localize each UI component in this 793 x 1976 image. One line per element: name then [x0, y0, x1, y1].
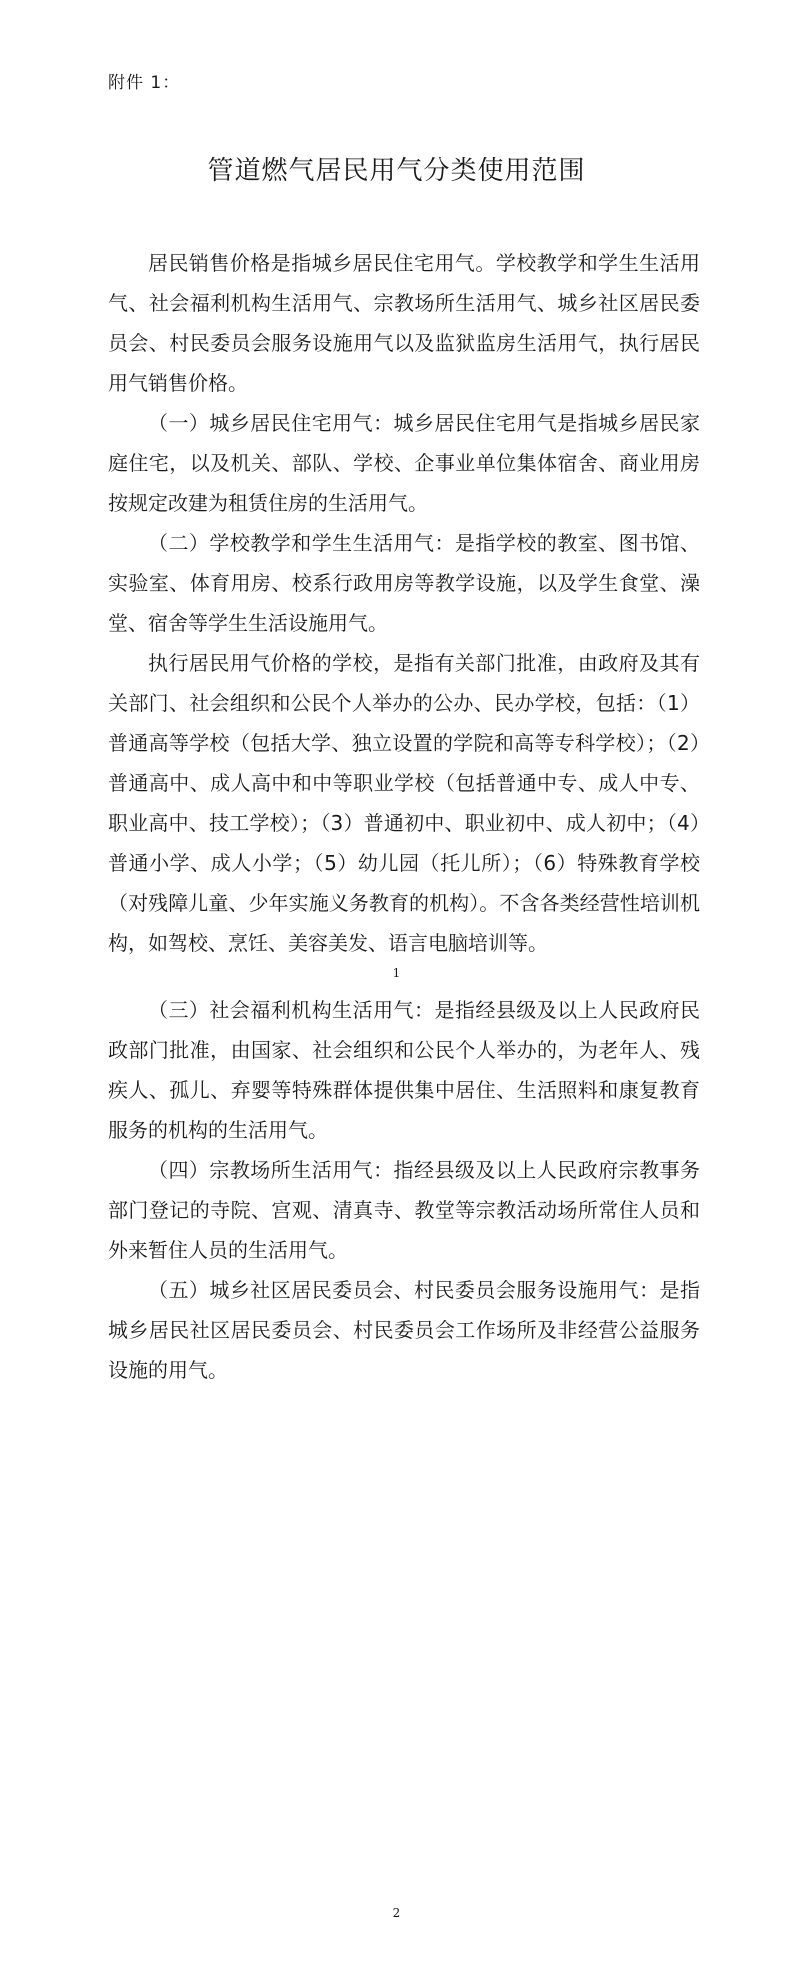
paragraph-religious-sites: （四）宗教场所生活用气：指经县级及以上人民政府宗教事务部门登记的寺院、宫观、清真寺、教堂等宗教活动场所常住人员和外来暂住人员的生活用气。: [108, 1158, 700, 1262]
document-page-1: [0, 0, 793, 985]
paragraph-intro: 居民销售价格是指城乡居民住宅用气。学校教学和学生生活用气、社会福利机构生活用气、宗教场所生活用气、城乡社区居民委员会、村民委员会服务设施用气以及监狱监房生活用气，执行居民用气销售价格。: [108, 251, 700, 395]
paragraph-social-welfare: （三）社会福利机构生活用气：是指经县级及以上人民政府民政部门批准，由国家、社会组织和公民个人举办的，为老年人、残疾人、孤儿、弃婴等特殊群体提供集中居住、生活照料和康复教育服务的机构的生活用气。: [108, 998, 700, 1142]
body-text: [108, 243, 700, 963]
body-text: [108, 990, 700, 1390]
document-page-2: [0, 985, 793, 1976]
paragraph-school-teaching: （二）学校教学和学生生活用气：是指学校的教室、图书馆、实验室、体育用房、校系行政用房等教学设施，以及学生食堂、澡堂、宿舍等学生生活设施用气。: [108, 531, 700, 635]
document-title: 管道燃气居民用气分类使用范围: [207, 156, 586, 186]
paragraph-community-committees: （五）城乡社区居民委员会、村民委员会服务设施用气：是指城乡居民社区居民委员会、村民委员会工作场所及非经营公益服务设施的用气。: [108, 1278, 700, 1382]
paragraph-school-scope: 执行居民用气价格的学校，是指有关部门批准，由政府及其有关部门、社会组织和公民个人举办的公办、民办学校，包括：（1）普通高等学校（包括大学、独立设置的学院和高等专科学校）；（2）普通高中、成人高中和中等职业学校（包括普通中专、成人中专、职业高中、技工学校）；（3）普通初中、职业初中、成人初中；（4）普通小学、成人小学；（5）幼儿园（托儿所）；（6）特殊教育学校（对残障儿童、少年实施义务教育的机构）。不含各类经营性培训机构，如驾校、烹饪、美容美发、语言电脑培训等。: [108, 651, 700, 955]
page-number: 2: [392, 1906, 401, 1920]
attachment-label: 附件 1：: [108, 73, 181, 93]
paragraph-residential-housing: （一）城乡居民住宅用气：城乡居民住宅用气是指城乡居民家庭住宅，以及机关、部队、学校、企事业单位集体宿舍、商业用房按规定改建为租赁住房的生活用气。: [108, 411, 700, 515]
page-number: 1: [392, 966, 401, 980]
